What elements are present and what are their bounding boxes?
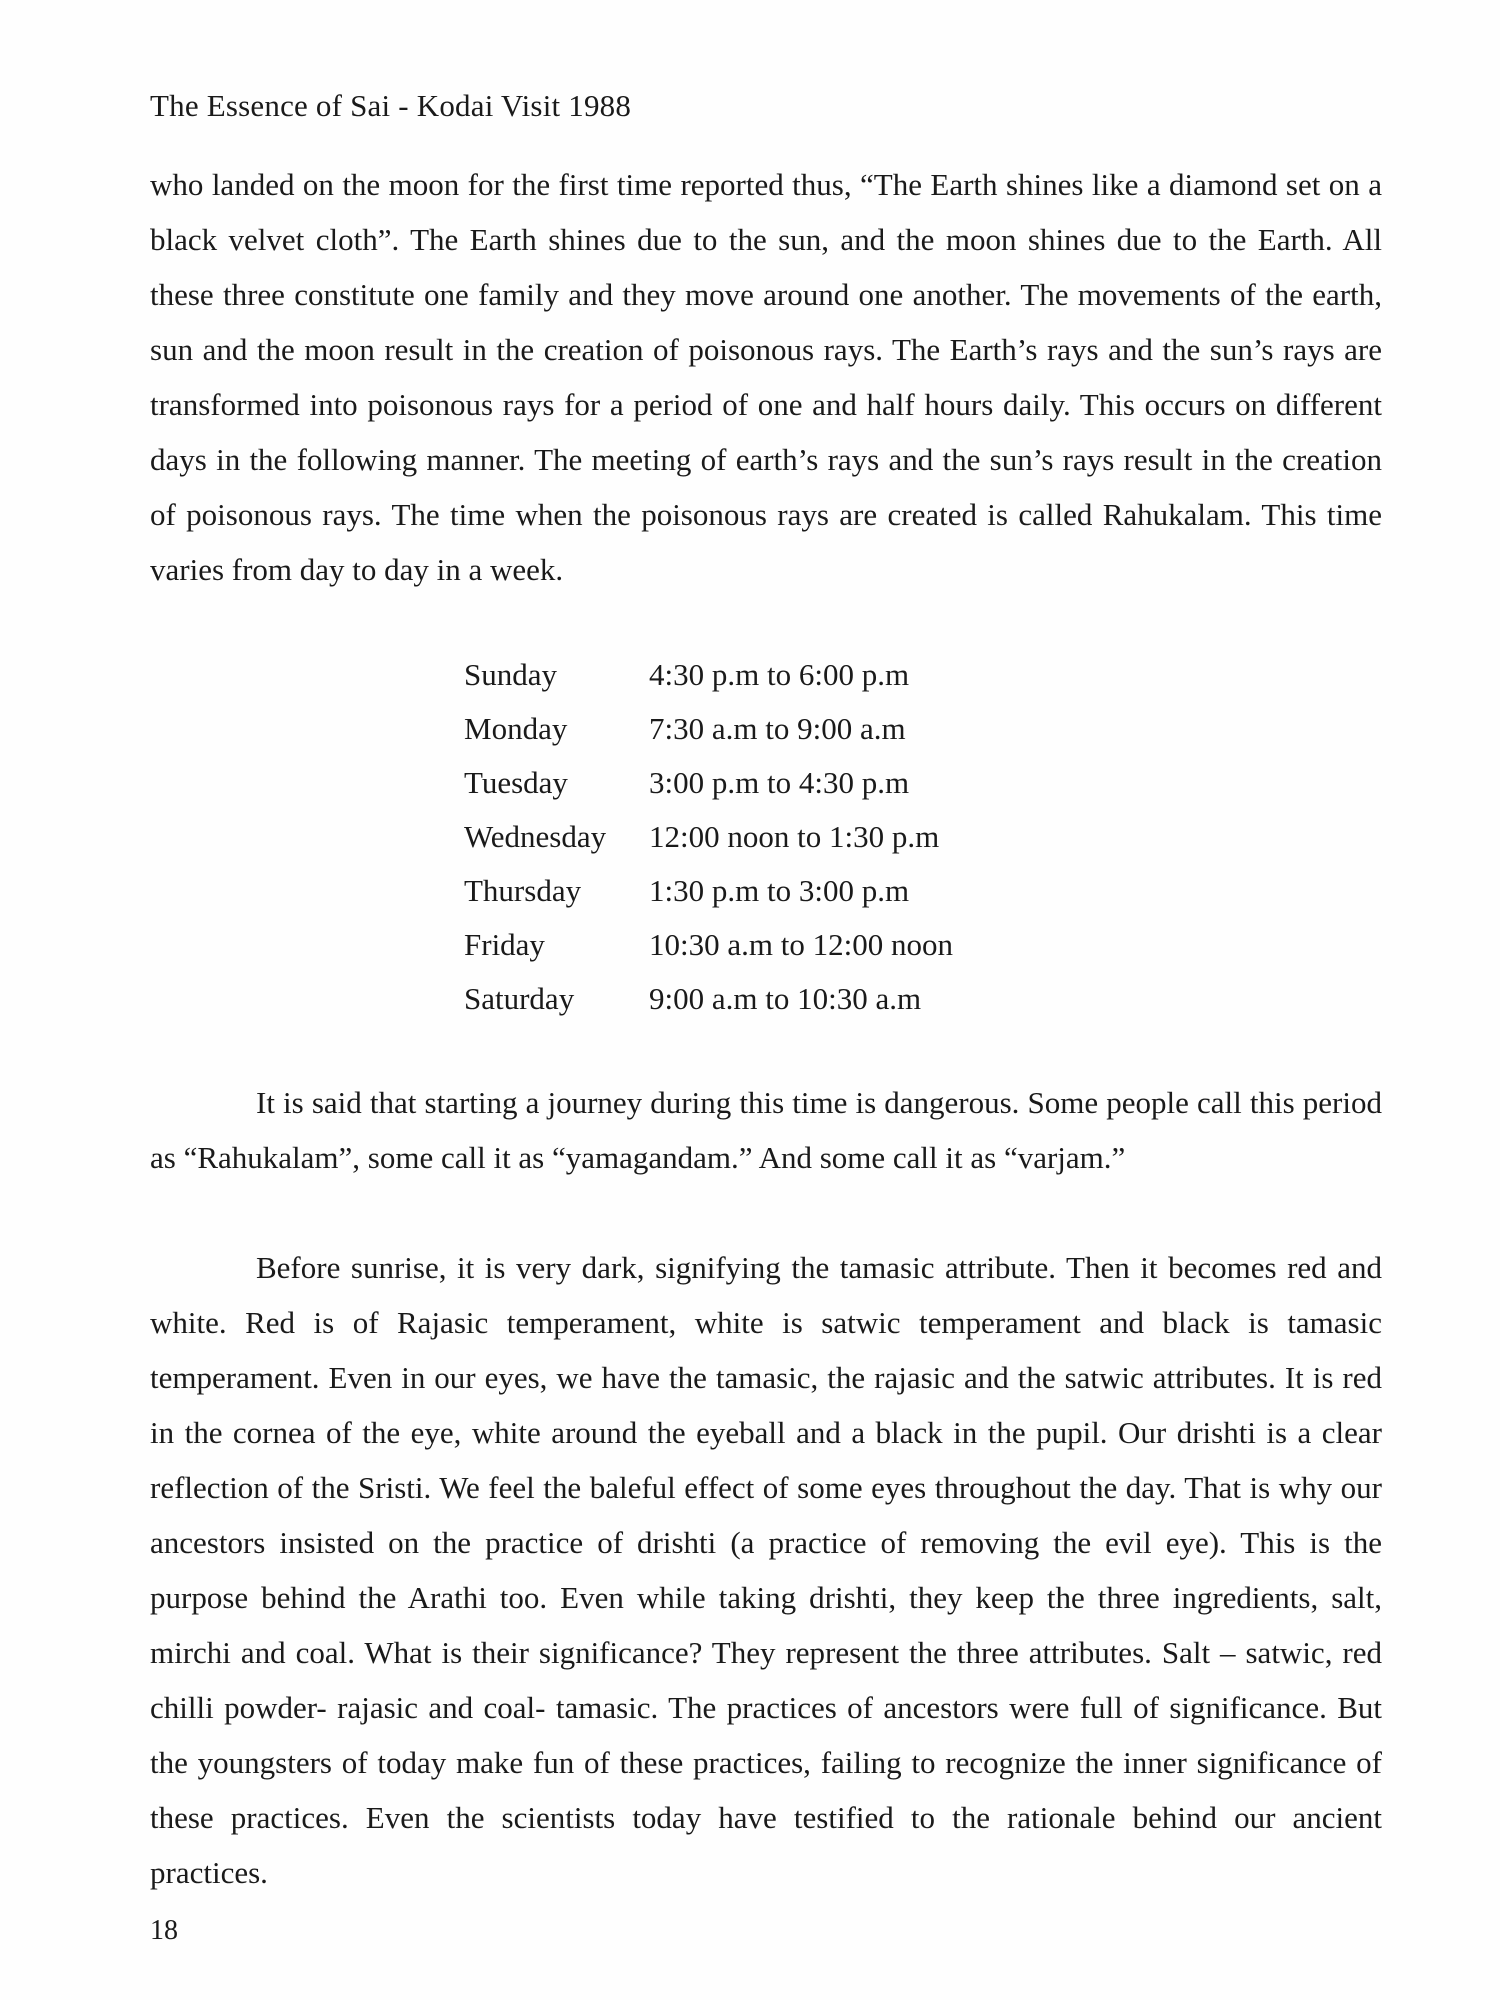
time-cell: 4:30 p.m to 6:00 p.m bbox=[649, 657, 910, 692]
day-cell: Wednesday bbox=[464, 819, 607, 854]
table-row bbox=[464, 756, 953, 810]
time-cell: 7:30 a.m to 9:00 a.m bbox=[649, 711, 906, 746]
paragraph-attributes: Before sunrise, it is very dark, signifying the tamasic attribute. Then it becomes red and white. Red is of Rajasic temperament, white is satwic temperament and black is tamasic temperament. Even in our eyes, we have the tamasic, the rajasic and the satwic attributes. It is red in the cornea of the eye, white around the eyeball and a black in the pupil. Our drishti is a clear reflection of the Sristi. We feel the baleful effect of some eyes throughout the day. That is why our ancestors insisted on the practice of drishti (a practice of removing the evil eye). This is the purpose behind the Arathi too. Even while taking drishti, they keep the three ingredients, salt, mirchi and coal. What is their significance? They represent the three attributes. Salt – satwic, red chilli powder- rajasic and coal- tamasic. The practices of ancestors were full of significance. But the youngsters of today make fun of these practices, failing to recognize the inner significance of these practices. Even the scientists today have testified to the rationale behind our ancient practices. bbox=[150, 1250, 1382, 1890]
table-row bbox=[464, 972, 953, 1026]
paragraph-journey-warning: It is said that starting a journey during this time is dangerous. Some people call this period as “Rahukalam”, some call it as “yamagandam.” And some call it as “varjam.” bbox=[150, 1085, 1382, 1175]
rahukalam-table bbox=[464, 648, 953, 1026]
day-cell: Friday bbox=[464, 927, 545, 962]
time-cell: 10:30 a.m to 12:00 noon bbox=[649, 927, 953, 962]
day-cell: Saturday bbox=[464, 981, 575, 1016]
time-cell: 12:00 noon to 1:30 p.m bbox=[649, 819, 940, 854]
page-number: 18 bbox=[150, 1915, 178, 1946]
table-row bbox=[464, 918, 953, 972]
running-header: The Essence of Sai - Kodai Visit 1988 bbox=[150, 88, 632, 123]
table-row bbox=[464, 702, 953, 756]
time-cell: 3:00 p.m to 4:30 p.m bbox=[649, 765, 910, 800]
table-row bbox=[464, 648, 953, 702]
time-cell: 9:00 a.m to 10:30 a.m bbox=[649, 981, 922, 1016]
day-cell: Sunday bbox=[464, 657, 557, 692]
table-row bbox=[464, 864, 953, 918]
day-cell: Thursday bbox=[464, 873, 582, 908]
table-row bbox=[464, 810, 953, 864]
day-cell: Tuesday bbox=[464, 765, 568, 800]
time-cell: 1:30 p.m to 3:00 p.m bbox=[649, 873, 910, 908]
day-cell: Monday bbox=[464, 711, 568, 746]
paragraph-moon-and-rays: who landed on the moon for the first time reported thus, “The Earth shines like a diamond set on a black velvet cloth”. The Earth shines due to the sun, and the moon shines due to the Earth. All these three constitute one family and they move around one another. The movements of the earth, sun and the moon result in the creation of poisonous rays. The Earth’s rays and the sun’s rays are transformed into poisonous rays for a period of one and half hours daily. This occurs on different days in the following manner. The meeting of earth’s rays and the sun’s rays result in the creation of poisonous rays. The time when the poisonous rays are created is called Rahukalam. This time varies from day to day in a week. bbox=[150, 167, 1382, 587]
